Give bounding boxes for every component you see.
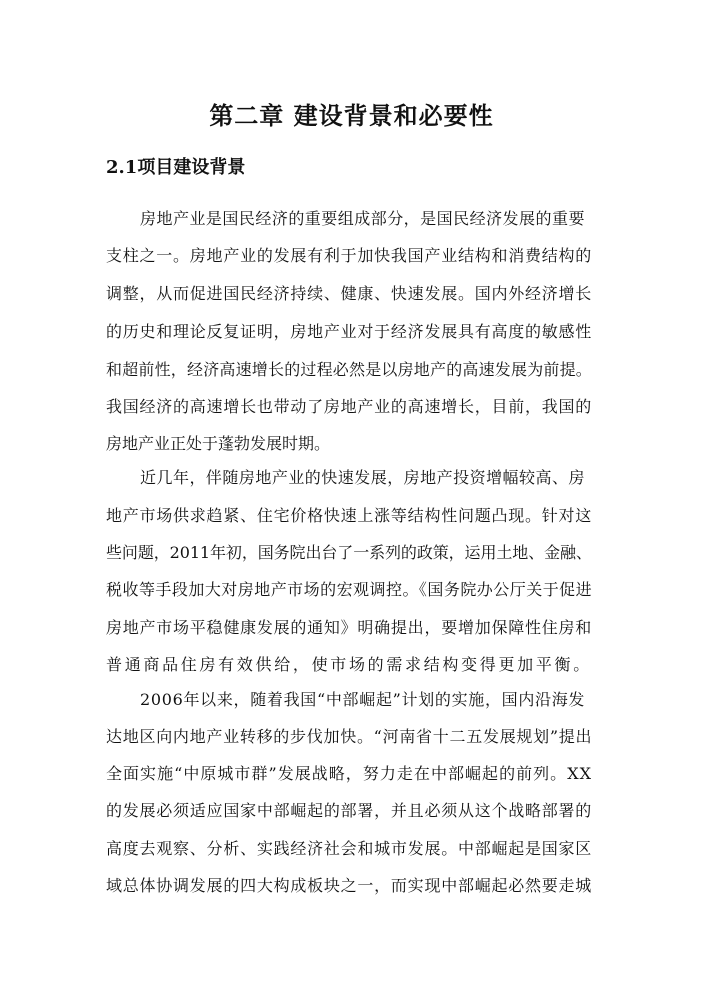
paragraph-3-line-3: 全面实施“中原城市群”发展战略，努力走在中部崛起的前列。XX bbox=[106, 764, 593, 783]
chapter-title: 第二章 建设背景和必要性 bbox=[209, 101, 494, 130]
paragraph-2-line-2: 地产市场供求趋紧、住宅价格快速上涨等结构性问题凸现。针对这 bbox=[106, 506, 593, 525]
paragraph-1-line-2: 支柱之一。房地产业的发展有利于加快我国产业结构和消费结构的 bbox=[106, 246, 593, 265]
paragraph-3-line-5: 高度去观察、分析、实践经济社会和城市发展。中部崛起是国家区 bbox=[106, 839, 593, 858]
paragraph-1-line-3: 调整，从而促进国民经济持续、健康、快速发展。国内外经济增长 bbox=[106, 284, 593, 303]
paragraph-2-line-1: 近几年，伴随房地产业的快速发展，房地产投资增幅较高、房 bbox=[140, 468, 585, 487]
section-title: 2.1项目建设背景 bbox=[106, 157, 246, 178]
paragraph-3-line-4: 的发展必须适应国家中部崛起的部署，并且必须从这个战略部署的 bbox=[106, 801, 593, 820]
paragraph-1-line-5: 和超前性，经济高速增长的过程必然是以房地产的高速发展为前提。 bbox=[106, 360, 593, 379]
paragraph-2-line-5: 房地产市场平稳健康发展的通知》明确提出，要增加保障性住房和 bbox=[106, 618, 593, 637]
paragraph-2-line-6: 普通商品住房有效供给，使市场的需求结构变得更加平衡。 bbox=[106, 655, 592, 674]
paragraph-1-line-1: 房地产业是国民经济的重要组成部分，是国民经济发展的重要 bbox=[140, 209, 585, 228]
paragraph-3-line-1: 2006年以来，随着我国“中部崛起”计划的实施，国内沿海发 bbox=[140, 690, 586, 709]
paragraph-1-line-4: 的历史和理论反复证明，房地产业对于经济发展具有高度的敏感性 bbox=[106, 322, 593, 341]
paragraph-1-line-6: 我国经济的高速增长也带动了房地产业的高速增长，目前，我国的 bbox=[106, 397, 593, 416]
paragraph-2-line-3: 些问题，2011年初，国务院出台了一系列的政策，运用土地、金融、 bbox=[106, 543, 592, 562]
paragraph-2-line-4: 税收等手段加大对房地产市场的宏观调控。《国务院办公厅关于促进 bbox=[106, 580, 593, 599]
paragraph-3-line-2: 达地区向内地产业转移的步伐加快。“河南省十二五发展规划”提出 bbox=[106, 727, 593, 746]
paragraph-1-line-7: 房地产业正处于蓬勃发展时期。 bbox=[106, 434, 331, 453]
paragraph-3-line-6: 域总体协调发展的四大构成板块之一，而实现中部崛起必然要走城 bbox=[106, 876, 593, 895]
